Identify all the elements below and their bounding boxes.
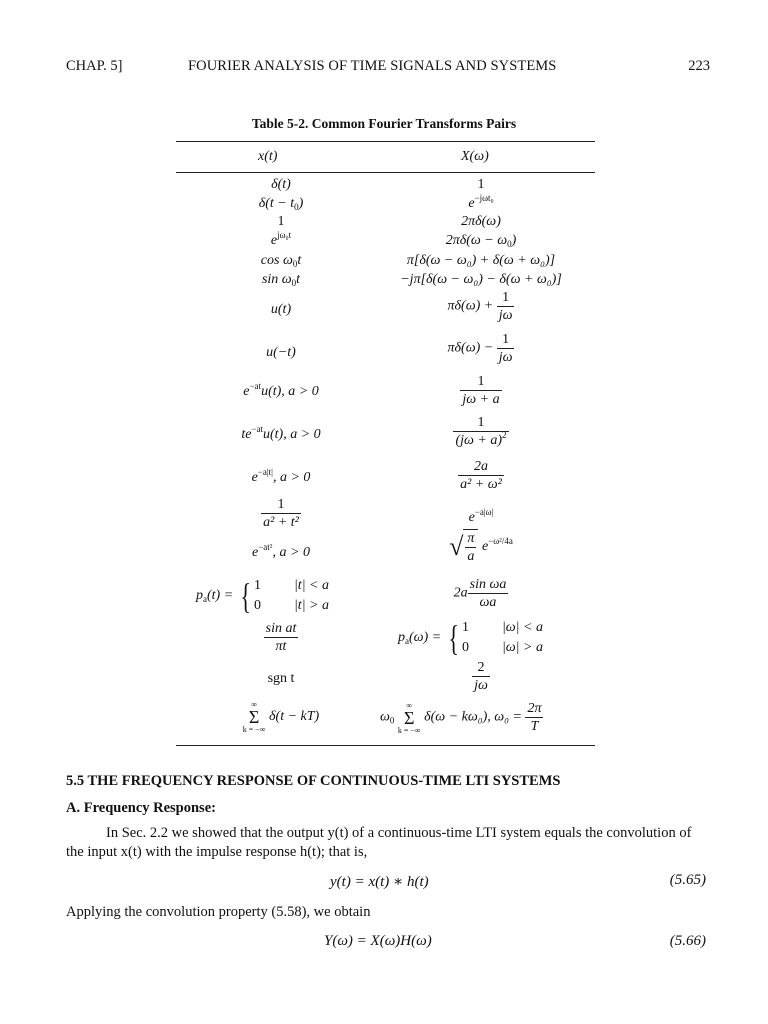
row-4-transform: $2\pi\delta(\omega - \omega_0)$ xyxy=(445,233,517,249)
equation-number-5-65: (5.65) xyxy=(669,872,706,888)
column-heading-X: X(ω) xyxy=(461,149,489,164)
fraction: $\frac{1}{j\omega + a}$ xyxy=(462,374,500,407)
row-8-signal: u(−t) xyxy=(266,345,296,360)
row-3-transform: 2πδ(ω) xyxy=(461,214,501,229)
row-12-signal xyxy=(176,496,386,531)
fraction: $\frac{1}{j\omega}$ xyxy=(498,332,513,365)
row-17-transform: $\omega_0$ ∞ Σ k = −∞ δ(ω − kω₀), ω₀ = $\frac{2\pi}{T}$ xyxy=(380,700,542,735)
running-title: FOURIER ANALYSIS OF TIME SIGNALS AND SYSTEMS xyxy=(188,58,557,74)
row-2-transform: $e^{-j\omega t_0}$ xyxy=(468,193,494,211)
row-13-transform: √ $\frac{\pi}{a}$ $e^{-\omega^2/4a}$ xyxy=(449,531,513,564)
row-3-signal: 1 xyxy=(277,214,285,229)
row-10-signal: $te^{-at}u(t)$, a > 0 xyxy=(241,424,321,442)
square-root: √ $\frac{\pi}{a}$ xyxy=(449,529,478,565)
row-12-transform: $e^{-a|\omega|}$ xyxy=(468,507,494,525)
row-17-signal: ∞ Σ k = −∞ δ(t − kT) xyxy=(242,700,320,734)
row-1-signal: δ(t) xyxy=(271,177,291,192)
row-14-signal: $p_a(t)$ = { 1 |t| < a 0 |t| > a xyxy=(196,576,329,616)
summation: ∞ Σ k = −∞ xyxy=(397,700,421,735)
table-caption: Table 5-2. Common Fourier Transforms Pairs xyxy=(251,116,517,131)
table-top-rule xyxy=(176,141,595,142)
subsection-heading: A. Frequency Response: xyxy=(66,800,216,816)
chapter-label: CHAP. 5] xyxy=(66,58,123,74)
row-15-transform: $p_a(\omega)$ = { 1 |ω| < a 0 |ω| > a xyxy=(398,618,543,658)
row-9-signal: $e^{-at}u(t)$, a > 0 xyxy=(243,381,319,399)
row-7-signal: u(t) xyxy=(270,302,292,317)
paragraph-1: In Sec. 2.2 we showed that the output y(t) of a continuous-time LTI system equals the convolution of the input x(t) with the impulse response h(t); that is, xyxy=(66,825,692,860)
equation-5-66: Y(ω) = X(ω)H(ω) xyxy=(324,933,432,949)
summation: ∞ Σ k = −∞ xyxy=(242,700,266,734)
row-6-signal: $\sin \omega_0t$ xyxy=(261,272,301,288)
fraction: $\frac{2\pi}{T}$ xyxy=(527,701,542,734)
row-1-transform: 1 xyxy=(477,177,485,192)
fraction: $\frac{2}{j\omega}$ xyxy=(474,660,488,693)
row-16-signal: sgn t xyxy=(267,671,295,686)
paragraph-2: Applying the convolution property (5.58), we obtain xyxy=(66,904,371,920)
section-heading: 5.5 THE FREQUENCY RESPONSE OF CONTINUOUS-TIME LTI SYSTEMS xyxy=(66,773,561,789)
row-16-transform xyxy=(376,659,586,694)
row-10-transform xyxy=(376,414,586,449)
row-14-transform: 2a $\frac{\text{sin ωa}}{\omega a}$ xyxy=(453,577,507,610)
fraction: $\frac{1}{j\omega}$ xyxy=(498,290,513,323)
row-13-signal: $e^{-at^2}$, a > 0 xyxy=(252,542,310,560)
row-9-transform xyxy=(376,373,586,408)
fraction: $\frac{\text{sin ωa}}{\omega a}$ xyxy=(469,577,507,610)
row-5-signal: $\cos \omega_0t$ xyxy=(260,253,302,269)
equation-number-5-66: (5.66) xyxy=(669,933,706,949)
fraction: $\frac{1}{(j\omega + a)^2}$ xyxy=(455,415,507,448)
page-number: 223 xyxy=(688,58,710,74)
fraction: $\frac{2a}{\text{a² + ω²}}$ xyxy=(460,459,502,492)
table-header-rule xyxy=(176,172,595,173)
row-11-signal: $e^{-a|t|}$, a > 0 xyxy=(251,467,311,485)
equation-5-65: y(t) = x(t) ∗ h(t) xyxy=(330,874,429,890)
page-header xyxy=(66,58,710,78)
row-8-transform: πδ(ω) − $\frac{1}{j\omega}$ xyxy=(447,332,513,365)
fraction: $\frac{1}{\text{a² + t²}}$ xyxy=(263,497,299,530)
column-heading-x: x(t) xyxy=(258,149,278,164)
row-2-signal: $\delta(t - t_0)$ xyxy=(258,196,304,212)
row-5-transform: π[δ(ω − ω₀) + δ(ω + ω₀)] xyxy=(406,253,556,268)
row-7-transform: πδ(ω) + $\frac{1}{j\omega}$ xyxy=(447,290,513,323)
row-11-transform xyxy=(376,458,586,493)
row-6-transform: −jπ[δ(ω − ω₀) − δ(ω + ω₀)] xyxy=(400,272,562,287)
row-4-signal: $e^{j\omega_0t}$ xyxy=(270,230,292,248)
fraction: $\frac{\text{sin at}}{\pi t}$ xyxy=(265,621,297,654)
row-15-signal xyxy=(176,620,386,655)
table-bottom-rule xyxy=(176,745,595,746)
